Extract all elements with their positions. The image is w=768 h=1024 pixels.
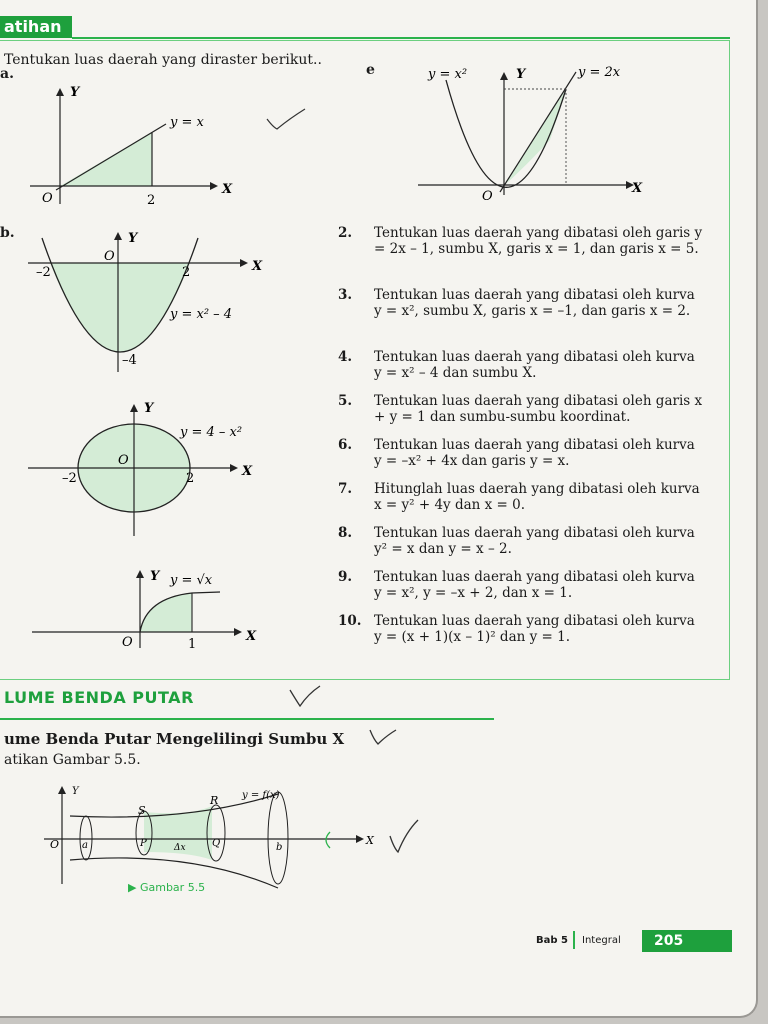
- fig-x-label: X: [366, 834, 374, 847]
- subheading: ume Benda Putar Mengelilingi Sumbu X: [4, 730, 345, 748]
- graph-e-curve2-label: y = 2x: [578, 65, 621, 80]
- graph-b-tick-y: –4: [122, 353, 137, 368]
- problem-number: 10.: [338, 613, 362, 629]
- figure-caption-text: Gambar 5.5: [139, 881, 206, 894]
- graph-e-origin: O: [482, 189, 493, 204]
- graph-b-origin: O: [104, 249, 115, 264]
- graph-e-x-label: X: [632, 181, 643, 196]
- fig-y-label: Y: [72, 786, 79, 797]
- graph-d-tick: 1: [188, 637, 197, 652]
- check-mark-subhead: [368, 726, 402, 750]
- check-mark-figure: [388, 818, 422, 856]
- problem-text: Tentukan luas daerah yang dibatasi oleh kurva y² = x dan y = x – 2.: [374, 525, 695, 557]
- problem-number: 8.: [338, 525, 353, 541]
- graph-d-curve-label: y = √x: [170, 573, 213, 588]
- check-mark-a: [265, 105, 315, 135]
- problem-text: Tentukan luas daerah yang dibatasi oleh kurva y = x² – 4 dan sumbu X.: [374, 349, 695, 381]
- problem-text: Tentukan luas daerah yang dibatasi oleh garis x + y = 1 dan sumbu-sumbu koordinat.: [374, 393, 703, 425]
- fig-label-a: a: [82, 840, 88, 851]
- instruction-text: atikan Gambar 5.5.: [4, 752, 141, 768]
- graph-e: [410, 60, 670, 210]
- graph-a: [30, 80, 233, 210]
- problem-text: Hitunglah luas daerah yang dibatasi oleh kurva x = y² + 4y dan x = 0.: [374, 481, 700, 513]
- fig-label-p: P: [140, 838, 147, 849]
- graph-e-curve1-label: y = x²: [428, 67, 468, 82]
- check-mark-title: [288, 684, 328, 714]
- graph-c-tick-pos: 2: [186, 471, 195, 486]
- problem-number: 5.: [338, 393, 353, 409]
- graph-c-tick-neg: –2: [62, 471, 77, 486]
- fig-label-r: R: [210, 794, 219, 807]
- graph-d-x-label: X: [246, 629, 257, 644]
- graph-a-x-label: X: [222, 182, 233, 197]
- graph-a-origin: O: [42, 191, 53, 206]
- graph-c-origin: O: [118, 453, 129, 468]
- page-number: 205: [642, 930, 732, 952]
- section-tab: atihan: [0, 16, 72, 38]
- problem-number: 7.: [338, 481, 353, 497]
- problem-number: 3.: [338, 287, 353, 303]
- figure-5-5: [40, 782, 420, 892]
- graph-c: [28, 396, 278, 546]
- fig-label-q: Q: [212, 838, 221, 849]
- label-e: e: [366, 62, 375, 78]
- fig-origin: O: [50, 838, 60, 851]
- section-rule: [0, 718, 494, 720]
- problem-text: Tentukan luas daerah yang dibatasi oleh kurva y = –x² + 4x dan garis y = x.: [374, 437, 695, 469]
- graph-d: [30, 562, 280, 662]
- problem-text: Tentukan luas daerah yang dibatasi oleh kurva y = x², y = –x + 2, dan x = 1.: [374, 569, 695, 601]
- problem-number: 4.: [338, 349, 353, 365]
- problem-number: 9.: [338, 569, 353, 585]
- problem-text: Tentukan luas daerah yang dibatasi oleh garis y = 2x – 1, sumbu X, garis x = 1, dan garis x = 5.: [374, 225, 703, 257]
- fig-label-s: S: [138, 804, 146, 817]
- footer-chapter: Bab 5: [536, 935, 568, 946]
- problem-number: 6.: [338, 437, 353, 453]
- exercise-intro: Tentukan luas daerah yang diraster berikut..: [4, 52, 322, 68]
- graph-c-y-label: Y: [144, 401, 154, 416]
- footer-topic: Integral: [582, 935, 621, 946]
- problem-text: Tentukan luas daerah yang dibatasi oleh kurva y = x², sumbu X, garis x = –1, dan garis x = 2.: [374, 287, 695, 319]
- graph-c-x-label: X: [242, 464, 253, 479]
- graph-b-y-label: Y: [128, 231, 138, 246]
- graph-a-curve-label: y = x: [170, 115, 204, 130]
- graph-b-tick-pos: 2: [182, 265, 191, 280]
- graph-d-origin: O: [122, 635, 133, 650]
- graph-a-y-label: Y: [70, 85, 80, 100]
- section-title: LUME BENDA PUTAR: [4, 688, 194, 707]
- fig-label-b: b: [276, 842, 283, 853]
- label-b: b.: [0, 225, 15, 241]
- problem-number: 2.: [338, 225, 353, 241]
- graph-b-tick-neg: –2: [36, 265, 51, 280]
- fig-curve-label: y = f(x): [242, 790, 280, 801]
- graph-a-tick: 2: [147, 193, 156, 208]
- graph-b: [20, 226, 270, 376]
- footer-separator: [573, 931, 575, 949]
- label-a: a.: [0, 66, 14, 82]
- header-rule: [72, 37, 730, 39]
- figure-caption: ▶ Gambar 5.5: [128, 881, 206, 894]
- graph-b-curve-label: y = x² – 4: [170, 307, 233, 322]
- graph-b-x-label: X: [252, 259, 263, 274]
- graph-e-y-label: Y: [516, 67, 526, 82]
- graph-d-y-label: Y: [150, 569, 160, 584]
- problem-text: Tentukan luas daerah yang dibatasi oleh kurva y = (x + 1)(x – 1)² dan y = 1.: [374, 613, 695, 645]
- fig-label-dx: Δx: [174, 843, 186, 853]
- graph-c-curve-label: y = 4 – x²: [180, 425, 243, 440]
